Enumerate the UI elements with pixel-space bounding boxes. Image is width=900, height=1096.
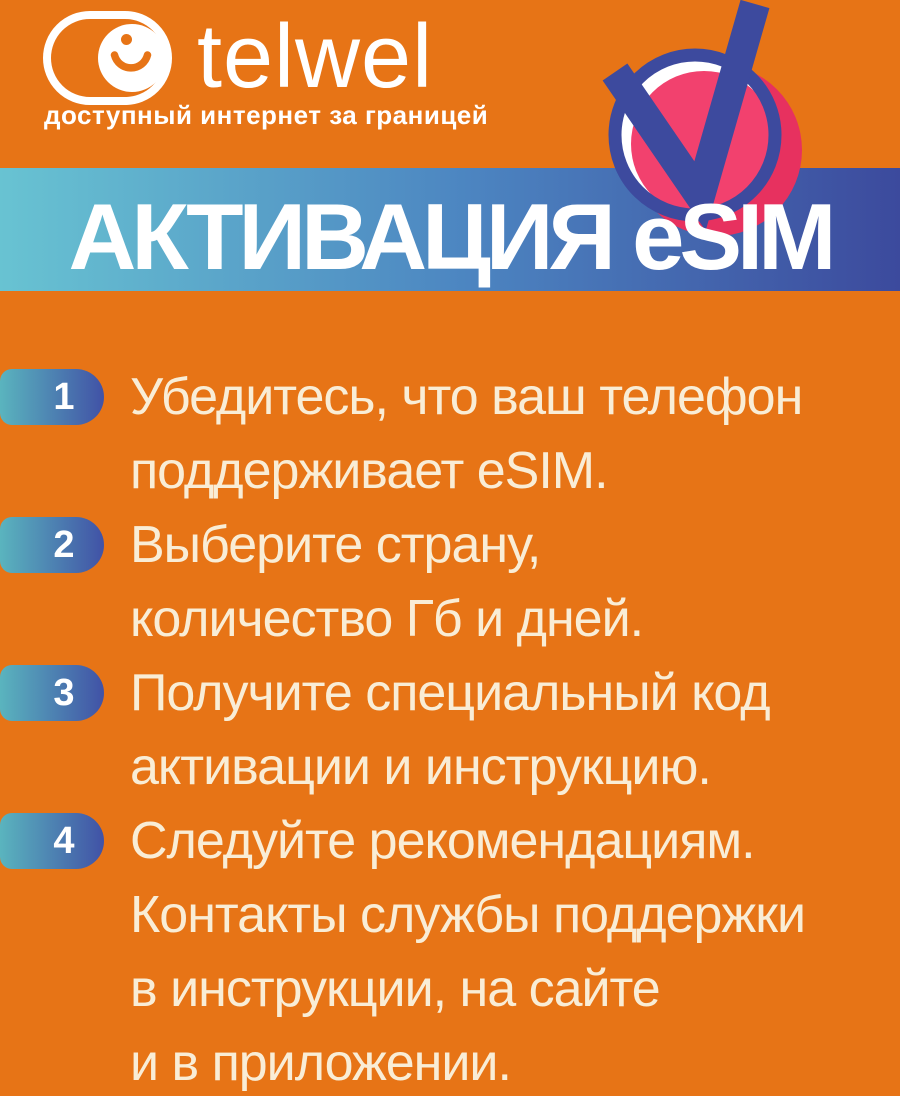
- step-number-badge: [0, 517, 104, 573]
- step-number-badge: [0, 665, 104, 721]
- step-line: поддерживает eSIM.: [130, 442, 608, 500]
- step-number: 2: [53, 523, 75, 566]
- step-line: количество Гб и дней.: [130, 590, 644, 648]
- step-number-badge: [0, 369, 104, 425]
- step-line: в инструкции, на сайте: [130, 960, 660, 1018]
- step-number: 1: [53, 375, 75, 418]
- brand-tagline: доступный интернет за границей: [44, 100, 489, 130]
- step-line: активации и инструкцию.: [130, 738, 711, 796]
- step-line: Выберите страну,: [130, 516, 541, 574]
- steps-list: [130, 360, 900, 1096]
- step-line: Убедитесь, что ваш телефон: [130, 368, 803, 426]
- brand-logo-text: telwel: [197, 7, 434, 107]
- step-line: Следуйте рекомендациям.: [130, 812, 755, 870]
- step-number: 4: [53, 819, 75, 862]
- step-line: Контакты службы поддержки: [130, 886, 805, 944]
- step-line: и в приложении.: [130, 1034, 511, 1092]
- step-number-badge: [0, 813, 104, 869]
- step-number: 3: [53, 671, 75, 714]
- banner-title: АКТИВАЦИЯ eSIM: [68, 183, 832, 289]
- step-line: Получите специальный код: [130, 664, 770, 722]
